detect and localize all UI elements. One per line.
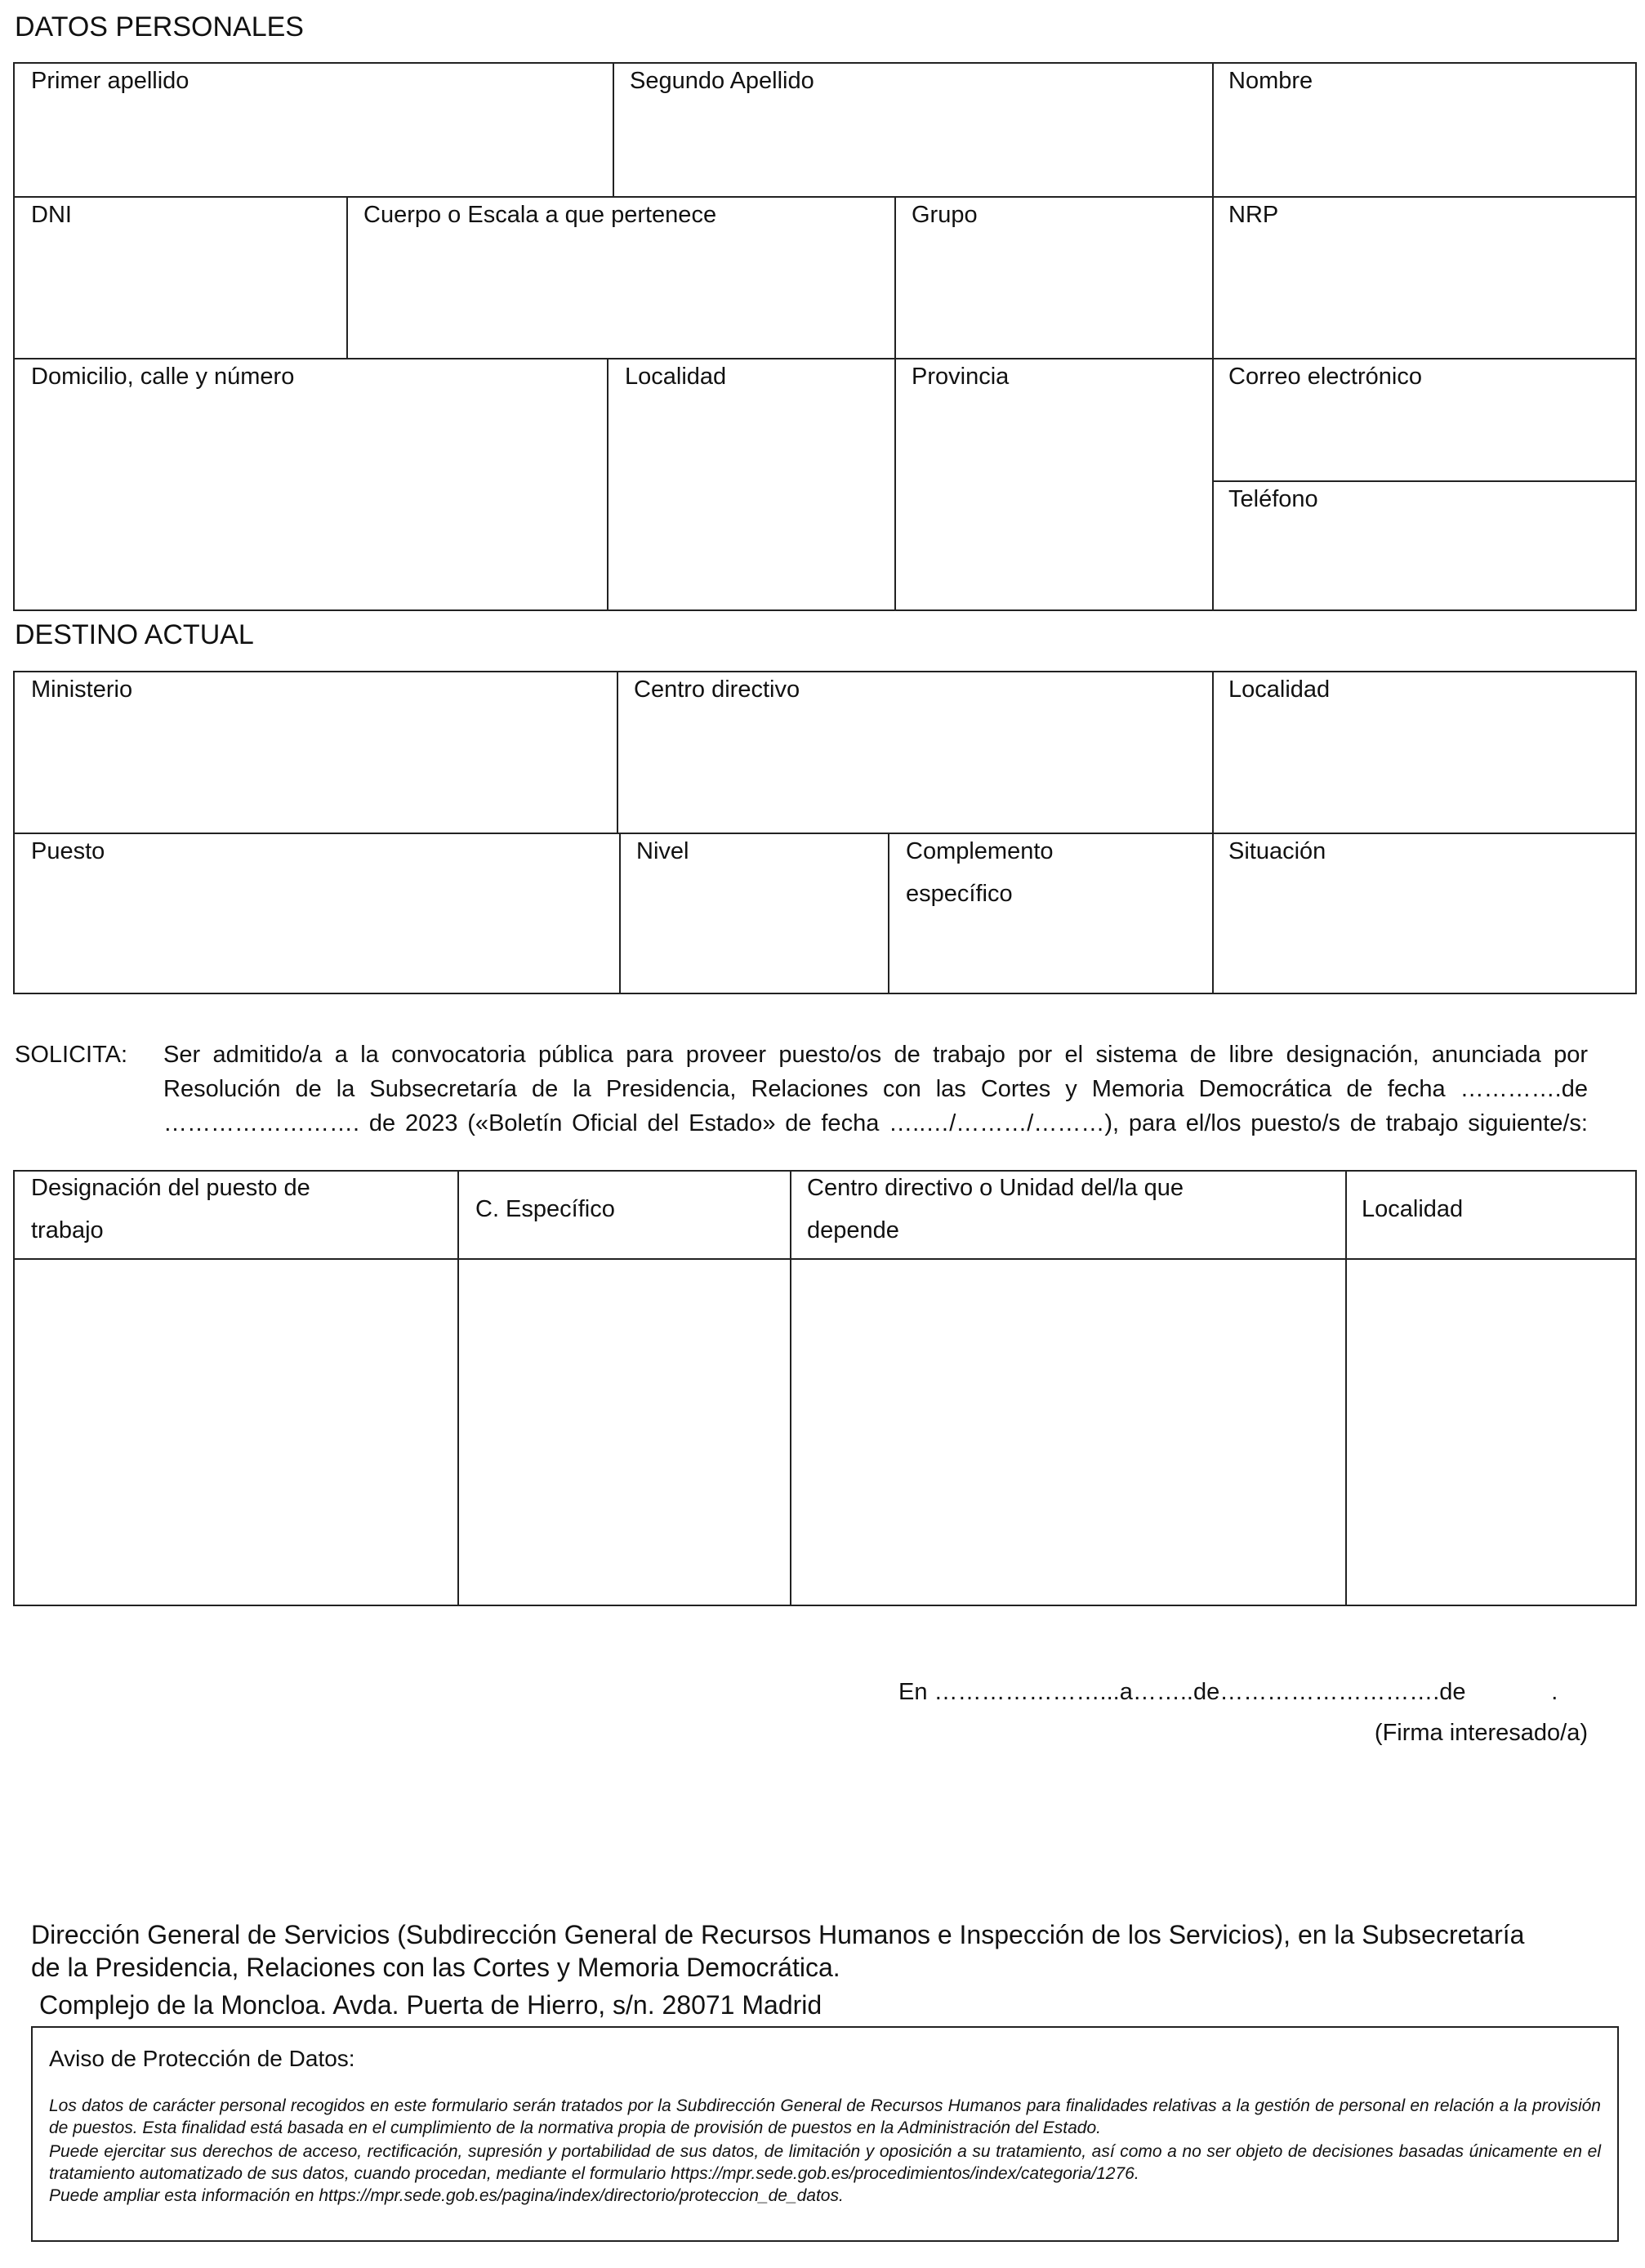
label-provincia: Provincia	[912, 364, 1010, 390]
label-complemento: Complemento	[906, 838, 1054, 864]
aviso-paragraph-2: Puede ejercitar sus derechos de acceso, rectificación, supresión y portabilidad de sus datos, de limitación y oposición a su tratamiento, así como a no ser objeto de decisiones basadas únicamente en el tratamiento automatizado de sus datos, cuando procedan, mediante el formulario https://mpr.sede.gob.es/procedimientos/index/categoria/1276.	[49, 2142, 1601, 2183]
puesto-field[interactable]	[15, 834, 619, 993]
col-header-centro-directivo-2: depende	[807, 1217, 899, 1243]
c-especifico-cell[interactable]	[459, 1260, 790, 1605]
solicita-line-3: ……………………. de 2023 («Boletín Oficial del Estado» de fecha …..…/………/………), para el/los puesto/s de trabajo siguiente/s:	[163, 1110, 1588, 1136]
solicita-line-2: Resolución de la Subsecretaría de la Presidencia, Relaciones con las Cortes y Memoria Democrática de fecha ………….de	[163, 1076, 1588, 1102]
label-localidad: Localidad	[625, 364, 727, 390]
aviso-paragraph-1: Los datos de carácter personal recogidos en este formulario serán tratados por la Subdirección General de Recursos Humanos para finalidades relativas a la gestión de personal en relación a la provisión de puestos. Esta finalidad está basada en el cumplimiento de la normativa propia de provisión de puestos en la Administración del Estado.	[49, 2096, 1601, 2137]
label-localidad-destino: Localidad	[1228, 676, 1331, 703]
designacion-cell[interactable]	[15, 1260, 457, 1605]
firma-line: En …………………...a……..de……………………….de .	[898, 1679, 1558, 1705]
label-ministerio: Ministerio	[31, 676, 133, 703]
centro-directivo-cell[interactable]	[791, 1260, 1345, 1605]
label-telefono: Teléfono	[1228, 486, 1318, 512]
label-domicilio: Domicilio, calle y número	[31, 364, 295, 390]
solicita-line-1: Ser admitido/a a la convocatoria pública para proveer puesto/os de trabajo por el sistema de libre designación, anunciada por	[163, 1042, 1588, 1068]
label-nrp: NRP	[1228, 202, 1279, 228]
label-nivel: Nivel	[636, 838, 689, 864]
col-header-designacion-2: trabajo	[31, 1217, 104, 1243]
label-grupo: Grupo	[912, 202, 978, 228]
solicita-label: SOLICITA:	[15, 1042, 128, 1068]
aviso-title: Aviso de Protección de Datos:	[49, 2046, 355, 2071]
label-primer-apellido: Primer apellido	[31, 68, 189, 94]
col-header-localidad: Localidad	[1362, 1196, 1464, 1222]
label-centro-directivo: Centro directivo	[634, 676, 800, 703]
footer-line-3: Complejo de la Moncloa. Avda. Puerta de Hierro, s/n. 28071 Madrid	[39, 1990, 822, 2020]
label-especifico: específico	[906, 881, 1013, 907]
label-situacion: Situación	[1228, 838, 1326, 864]
col-header-c-especifico: C. Específico	[475, 1196, 615, 1222]
label-dni: DNI	[31, 202, 72, 228]
label-nombre: Nombre	[1228, 68, 1313, 94]
section-title-destino-actual: DESTINO ACTUAL	[15, 619, 254, 650]
label-correo: Correo electrónico	[1228, 364, 1422, 390]
label-segundo-apellido: Segundo Apellido	[630, 68, 814, 94]
localidad-cell[interactable]	[1347, 1260, 1635, 1605]
firma-label: (Firma interesado/a)	[1374, 1720, 1588, 1746]
col-header-designacion: Designación del puesto de	[31, 1175, 310, 1201]
col-header-centro-directivo: Centro directivo o Unidad del/la que	[807, 1175, 1184, 1201]
footer-line-1: Dirección General de Servicios (Subdirección General de Recursos Humanos e Inspección de los Servicios), en la Subsecretaría	[31, 1920, 1525, 1949]
section-title-datos-personales: DATOS PERSONALES	[15, 11, 304, 42]
aviso-paragraph-3: Puede ampliar esta información en https://mpr.sede.gob.es/pagina/index/directorio/proteccion_de_datos.	[49, 2186, 844, 2205]
label-cuerpo: Cuerpo o Escala a que pertenece	[363, 202, 717, 228]
footer-line-2: de la Presidencia, Relaciones con las Cortes y Memoria Democrática.	[31, 1953, 840, 1982]
label-puesto: Puesto	[31, 838, 105, 864]
